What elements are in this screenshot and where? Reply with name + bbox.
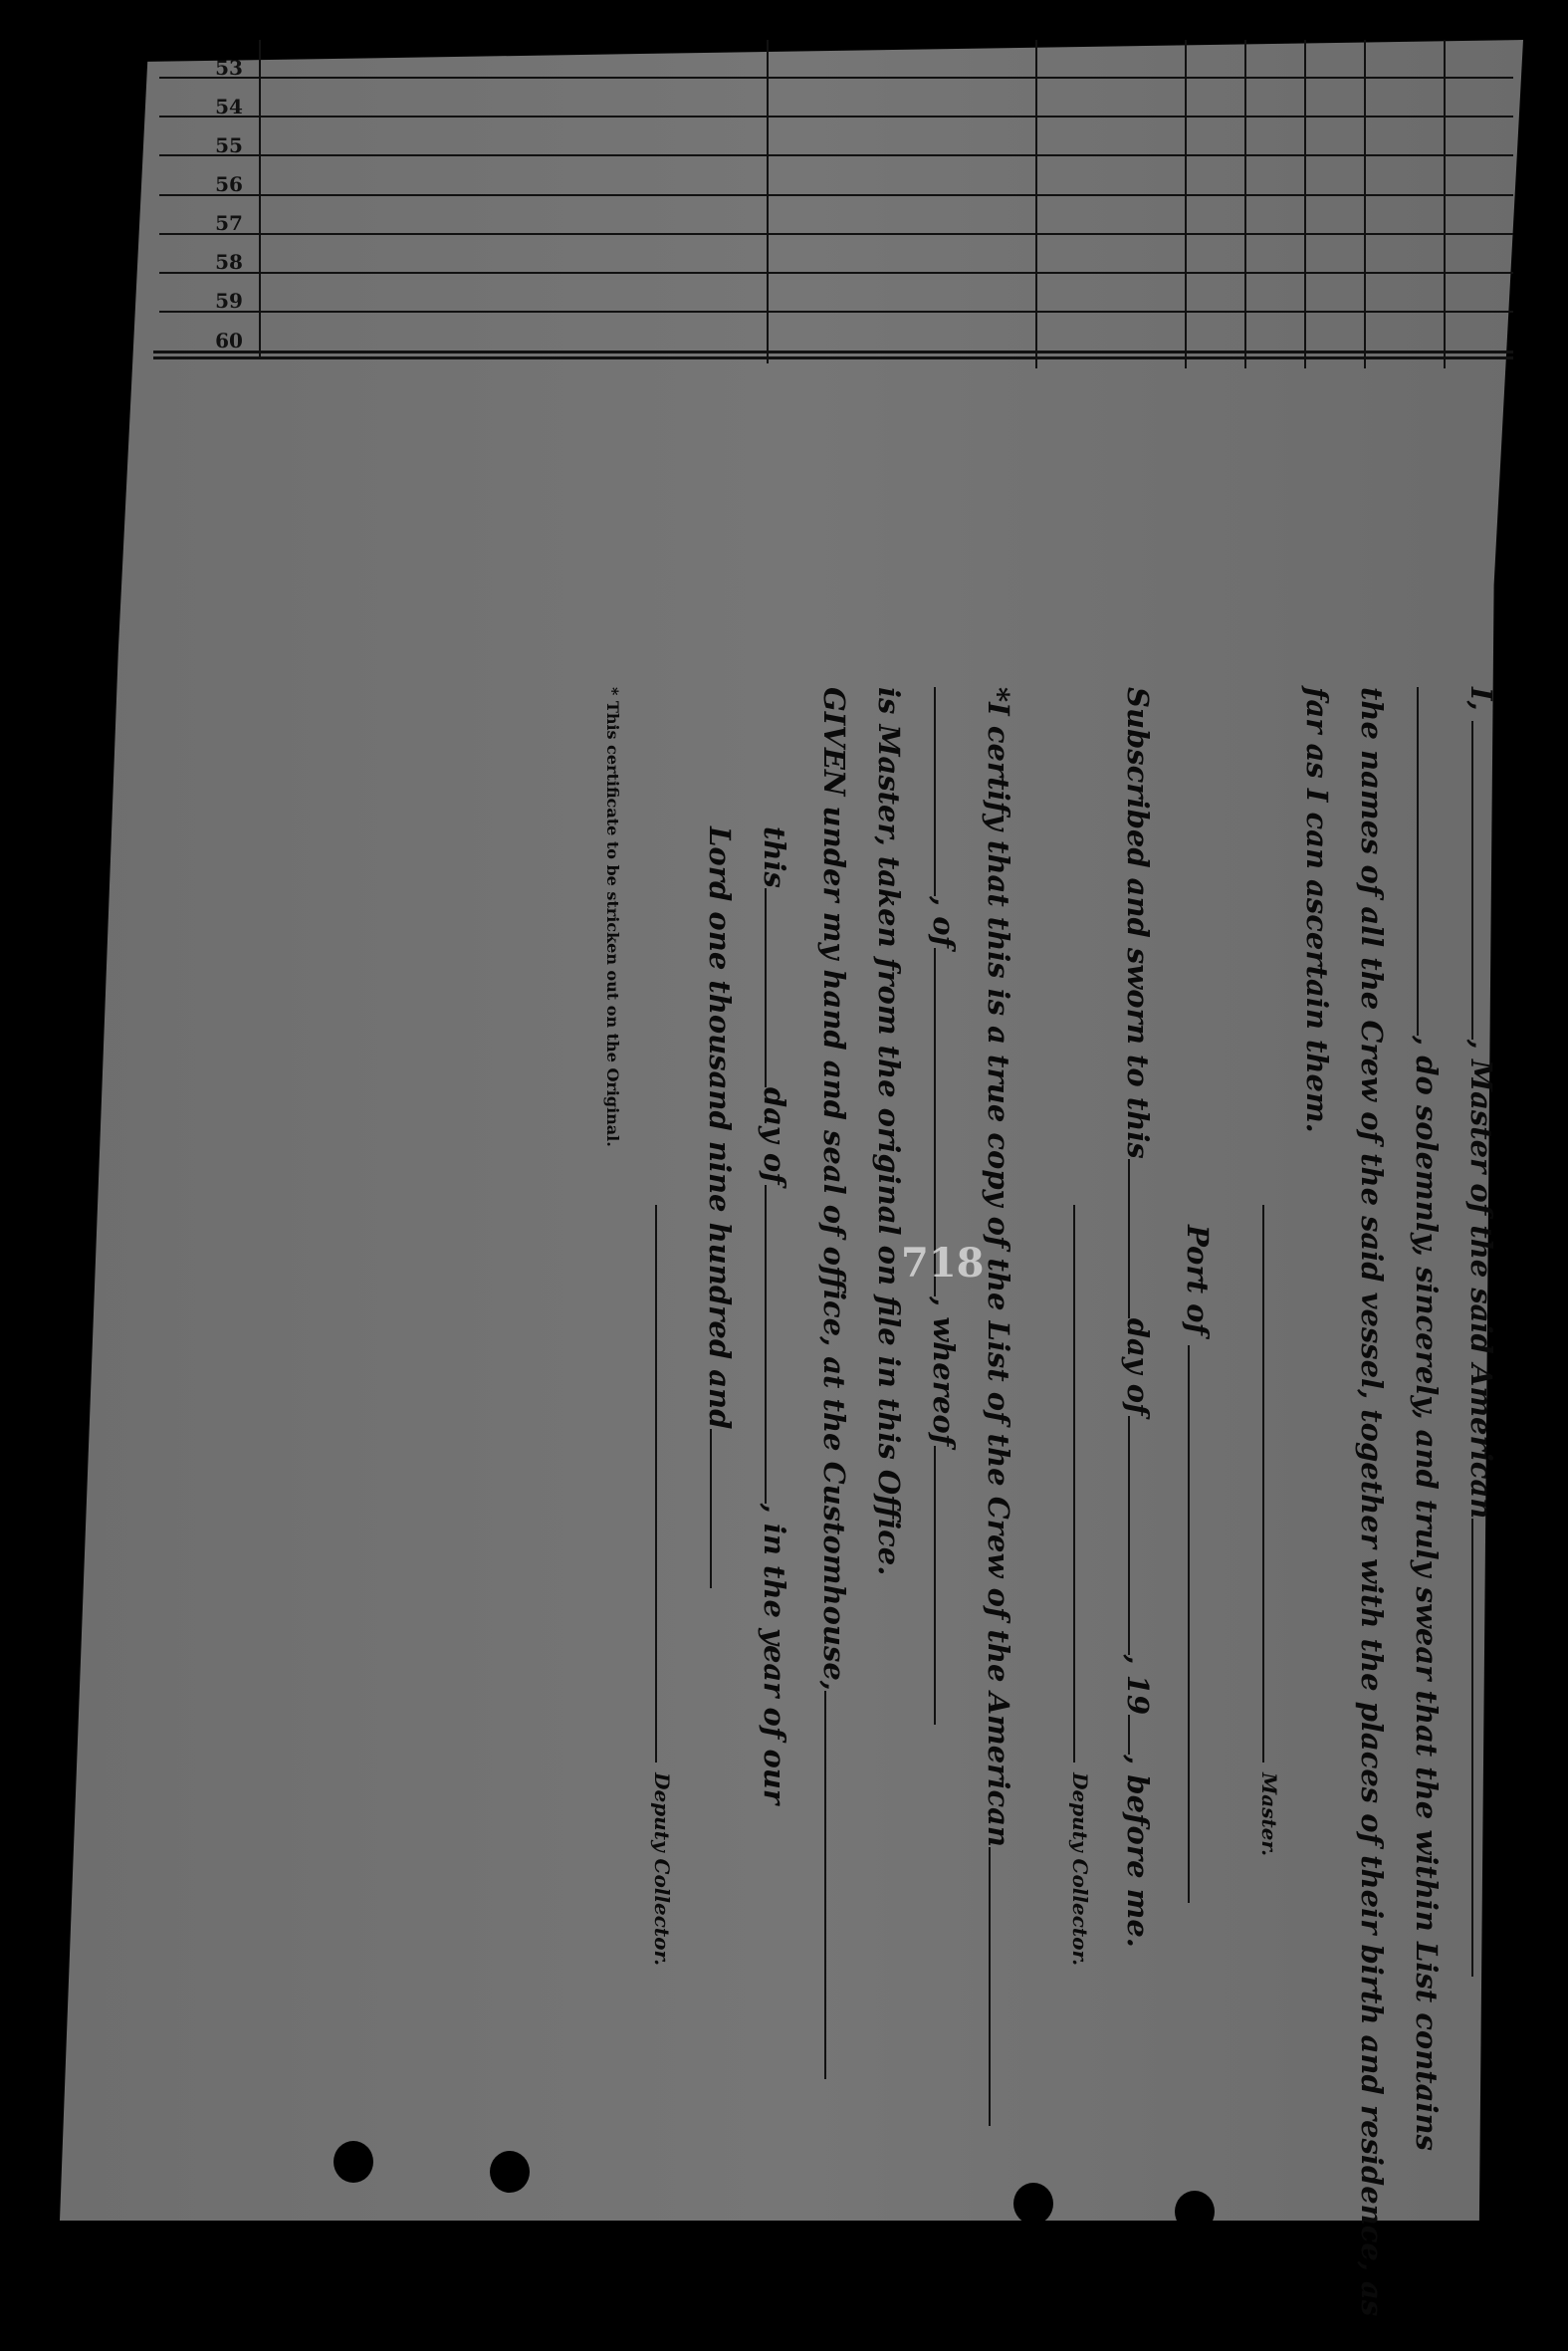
certificate-line-6: Lord one thousand nine hundred and xyxy=(703,826,737,1588)
punch-hole xyxy=(490,2151,530,2193)
crew-list-table xyxy=(159,40,1513,538)
oath-line-2: , do solemnly, sincerely, and truly swear that the within List contains xyxy=(1410,687,1444,2151)
row-number: 55 xyxy=(215,133,243,157)
certificate-line-2: , of, whereof xyxy=(927,687,961,1725)
deputy-collector-2: Deputy Collector. xyxy=(648,1205,682,1966)
oath-line-1: I, , Master of the said American xyxy=(1464,687,1498,1977)
oath-line-3: the names of all the Crew of the said vessel, together with the places of their birth and residence, as xyxy=(1355,687,1389,2317)
col-divider xyxy=(767,40,769,363)
row-number: 58 xyxy=(215,250,243,274)
row-number: 57 xyxy=(215,211,243,235)
certificate-line-1: *I certify that this is a true copy of the List of the Crew of the American xyxy=(982,687,1015,2126)
col-divider xyxy=(1304,40,1306,368)
col-divider xyxy=(1364,40,1366,368)
col-divider xyxy=(1035,40,1037,368)
oath-line-4: far as I can ascertain them. xyxy=(1300,687,1334,1133)
punch-hole xyxy=(1175,2191,1215,2233)
row-number: 54 xyxy=(215,95,243,118)
port-of: Port of xyxy=(1181,1225,1215,1903)
certificate-line-4: GIVEN under my hand and seal of office, at the Customhouse, xyxy=(817,687,851,2079)
row-number: 53 xyxy=(215,56,243,80)
certificate-line-5: thisday of, in the year of our xyxy=(758,826,791,1805)
footnote: * This certificate to be stricken out on the Original. xyxy=(603,687,622,1147)
col-divider xyxy=(1185,40,1187,368)
faint-stamp: 718 xyxy=(901,1240,985,1287)
oath-and-certificate xyxy=(264,687,1518,2317)
punch-hole xyxy=(1013,2183,1053,2225)
row-number: 60 xyxy=(215,329,243,353)
col-divider xyxy=(1244,40,1246,368)
col-divider xyxy=(1444,40,1446,368)
row-number: 59 xyxy=(215,289,243,313)
deputy-collector-1: Deputy Collector. xyxy=(1066,1205,1100,1966)
master-signature: Master. xyxy=(1255,1205,1289,1856)
punch-hole xyxy=(334,2141,373,2183)
subscribed-line: Subscribed and sworn to thisday of, 19, before me. xyxy=(1121,687,1155,1948)
row-number: 56 xyxy=(215,172,243,196)
certificate-line-3: is Master, taken from the original on file in this Office. xyxy=(872,687,906,1576)
